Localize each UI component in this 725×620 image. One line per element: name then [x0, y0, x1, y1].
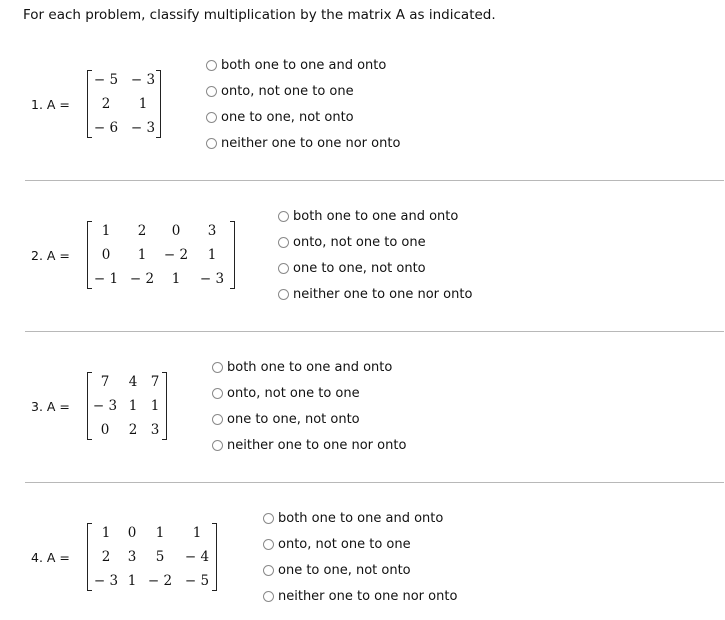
matrix-cell: 1 — [150, 398, 160, 414]
option-label: neither one to one nor onto — [278, 588, 458, 604]
left-bracket — [87, 523, 92, 591]
matrix-cell: 1 — [101, 223, 111, 239]
option-both[interactable] — [206, 56, 386, 74]
right-bracket — [162, 372, 167, 440]
option-label: neither one to one nor onto — [293, 286, 473, 302]
matrix-cell: 4 — [128, 374, 138, 390]
option-label: onto, not one to one — [278, 536, 411, 552]
matrix-cell: − 6 — [93, 120, 119, 136]
option-one-to-one[interactable] — [278, 259, 426, 277]
option-label: onto, not one to one — [221, 83, 354, 99]
matrix-cell: − 2 — [129, 271, 155, 287]
matrix-cell: 1 — [128, 398, 138, 414]
matrix-cell: 2 — [128, 422, 138, 438]
matrix-cell: − 4 — [184, 549, 210, 565]
option-both[interactable] — [263, 509, 443, 527]
matrix-a — [87, 372, 167, 440]
left-bracket — [87, 70, 92, 138]
right-bracket — [156, 70, 161, 138]
matrix-cell: 0 — [127, 525, 137, 541]
matrix-cell: 5 — [155, 549, 165, 565]
radio-button[interactable] — [212, 388, 223, 399]
option-label: one to one, not onto — [221, 109, 354, 125]
matrix-cell: 1 — [192, 525, 202, 541]
option-onto[interactable] — [263, 535, 411, 553]
matrix-cell: − 3 — [199, 271, 225, 287]
left-bracket — [87, 372, 92, 440]
matrix-cell: − 3 — [92, 398, 118, 414]
matrix-cell: 2 — [101, 96, 111, 112]
option-onto[interactable] — [212, 384, 360, 402]
matrix-cell: 3 — [207, 223, 217, 239]
radio-button[interactable] — [263, 513, 274, 524]
matrix-a — [87, 523, 217, 591]
radio-button[interactable] — [278, 289, 289, 300]
matrix-cell: 0 — [171, 223, 181, 239]
radio-button[interactable] — [263, 539, 274, 550]
radio-button[interactable] — [212, 440, 223, 451]
option-onto[interactable] — [206, 82, 354, 100]
option-label: neither one to one nor onto — [221, 135, 401, 151]
radio-button[interactable] — [212, 362, 223, 373]
left-bracket — [87, 221, 92, 289]
divider — [25, 180, 724, 181]
option-label: neither one to one nor onto — [227, 437, 407, 453]
right-bracket — [212, 523, 217, 591]
radio-button[interactable] — [212, 414, 223, 425]
option-label: onto, not one to one — [293, 234, 426, 250]
option-neither[interactable] — [206, 134, 400, 152]
matrix-cell: − 5 — [93, 72, 119, 88]
matrix-cell: − 1 — [93, 271, 119, 287]
option-label: both one to one and onto — [278, 510, 444, 526]
option-label: one to one, not onto — [227, 411, 360, 427]
matrix-a — [87, 70, 161, 138]
radio-button[interactable] — [206, 112, 217, 123]
matrix-cell: 2 — [137, 223, 147, 239]
radio-button[interactable] — [263, 565, 274, 576]
problem-label: 2. A = — [31, 248, 70, 263]
matrix-cell: 0 — [100, 422, 110, 438]
option-label: both one to one and onto — [293, 208, 459, 224]
problem-label: 1. A = — [31, 97, 70, 112]
matrix-cell: − 2 — [147, 573, 173, 589]
matrix-cell: 1 — [137, 247, 147, 263]
problem-label: 4. A = — [31, 550, 70, 565]
option-label: one to one, not onto — [293, 260, 426, 276]
matrix-cell: 3 — [127, 549, 137, 565]
matrix-cell: 7 — [100, 374, 110, 390]
radio-button[interactable] — [278, 263, 289, 274]
problem-label: 3. A = — [31, 399, 70, 414]
option-one-to-one[interactable] — [263, 561, 411, 579]
matrix-cell: 1 — [155, 525, 165, 541]
radio-button[interactable] — [278, 211, 289, 222]
option-one-to-one[interactable] — [206, 108, 354, 126]
radio-button[interactable] — [206, 86, 217, 97]
option-label: both one to one and onto — [221, 57, 387, 73]
matrix-cell: 3 — [150, 422, 160, 438]
option-onto[interactable] — [278, 233, 426, 251]
option-label: both one to one and onto — [227, 359, 393, 375]
matrix-cell: 7 — [150, 374, 160, 390]
matrix-cell: 1 — [138, 96, 148, 112]
radio-button[interactable] — [263, 591, 274, 602]
right-bracket — [230, 221, 235, 289]
matrix-cell: 0 — [101, 247, 111, 263]
divider — [25, 482, 724, 483]
matrix-cell: − 5 — [184, 573, 210, 589]
option-one-to-one[interactable] — [212, 410, 360, 428]
radio-button[interactable] — [206, 138, 217, 149]
option-neither[interactable] — [212, 436, 406, 454]
option-label: one to one, not onto — [278, 562, 411, 578]
matrix-cell: 2 — [101, 549, 111, 565]
matrix-cell: 1 — [101, 525, 111, 541]
option-neither[interactable] — [263, 587, 457, 605]
matrix-cell: − 3 — [130, 72, 156, 88]
option-both[interactable] — [278, 207, 458, 225]
option-neither[interactable] — [278, 285, 472, 303]
radio-button[interactable] — [278, 237, 289, 248]
option-label: onto, not one to one — [227, 385, 360, 401]
instructions: For each problem, classify multiplication by the matrix A as indicated. — [23, 7, 496, 23]
option-both[interactable] — [212, 358, 392, 376]
matrix-cell: 1 — [171, 271, 181, 287]
matrix-cell: − 3 — [93, 573, 119, 589]
matrix-cell: 1 — [207, 247, 217, 263]
radio-button[interactable] — [206, 60, 217, 71]
matrix-cell: − 2 — [163, 247, 189, 263]
matrix-a — [87, 221, 235, 289]
matrix-cell: − 3 — [130, 120, 156, 136]
divider — [25, 331, 724, 332]
matrix-cell: 1 — [127, 573, 137, 589]
